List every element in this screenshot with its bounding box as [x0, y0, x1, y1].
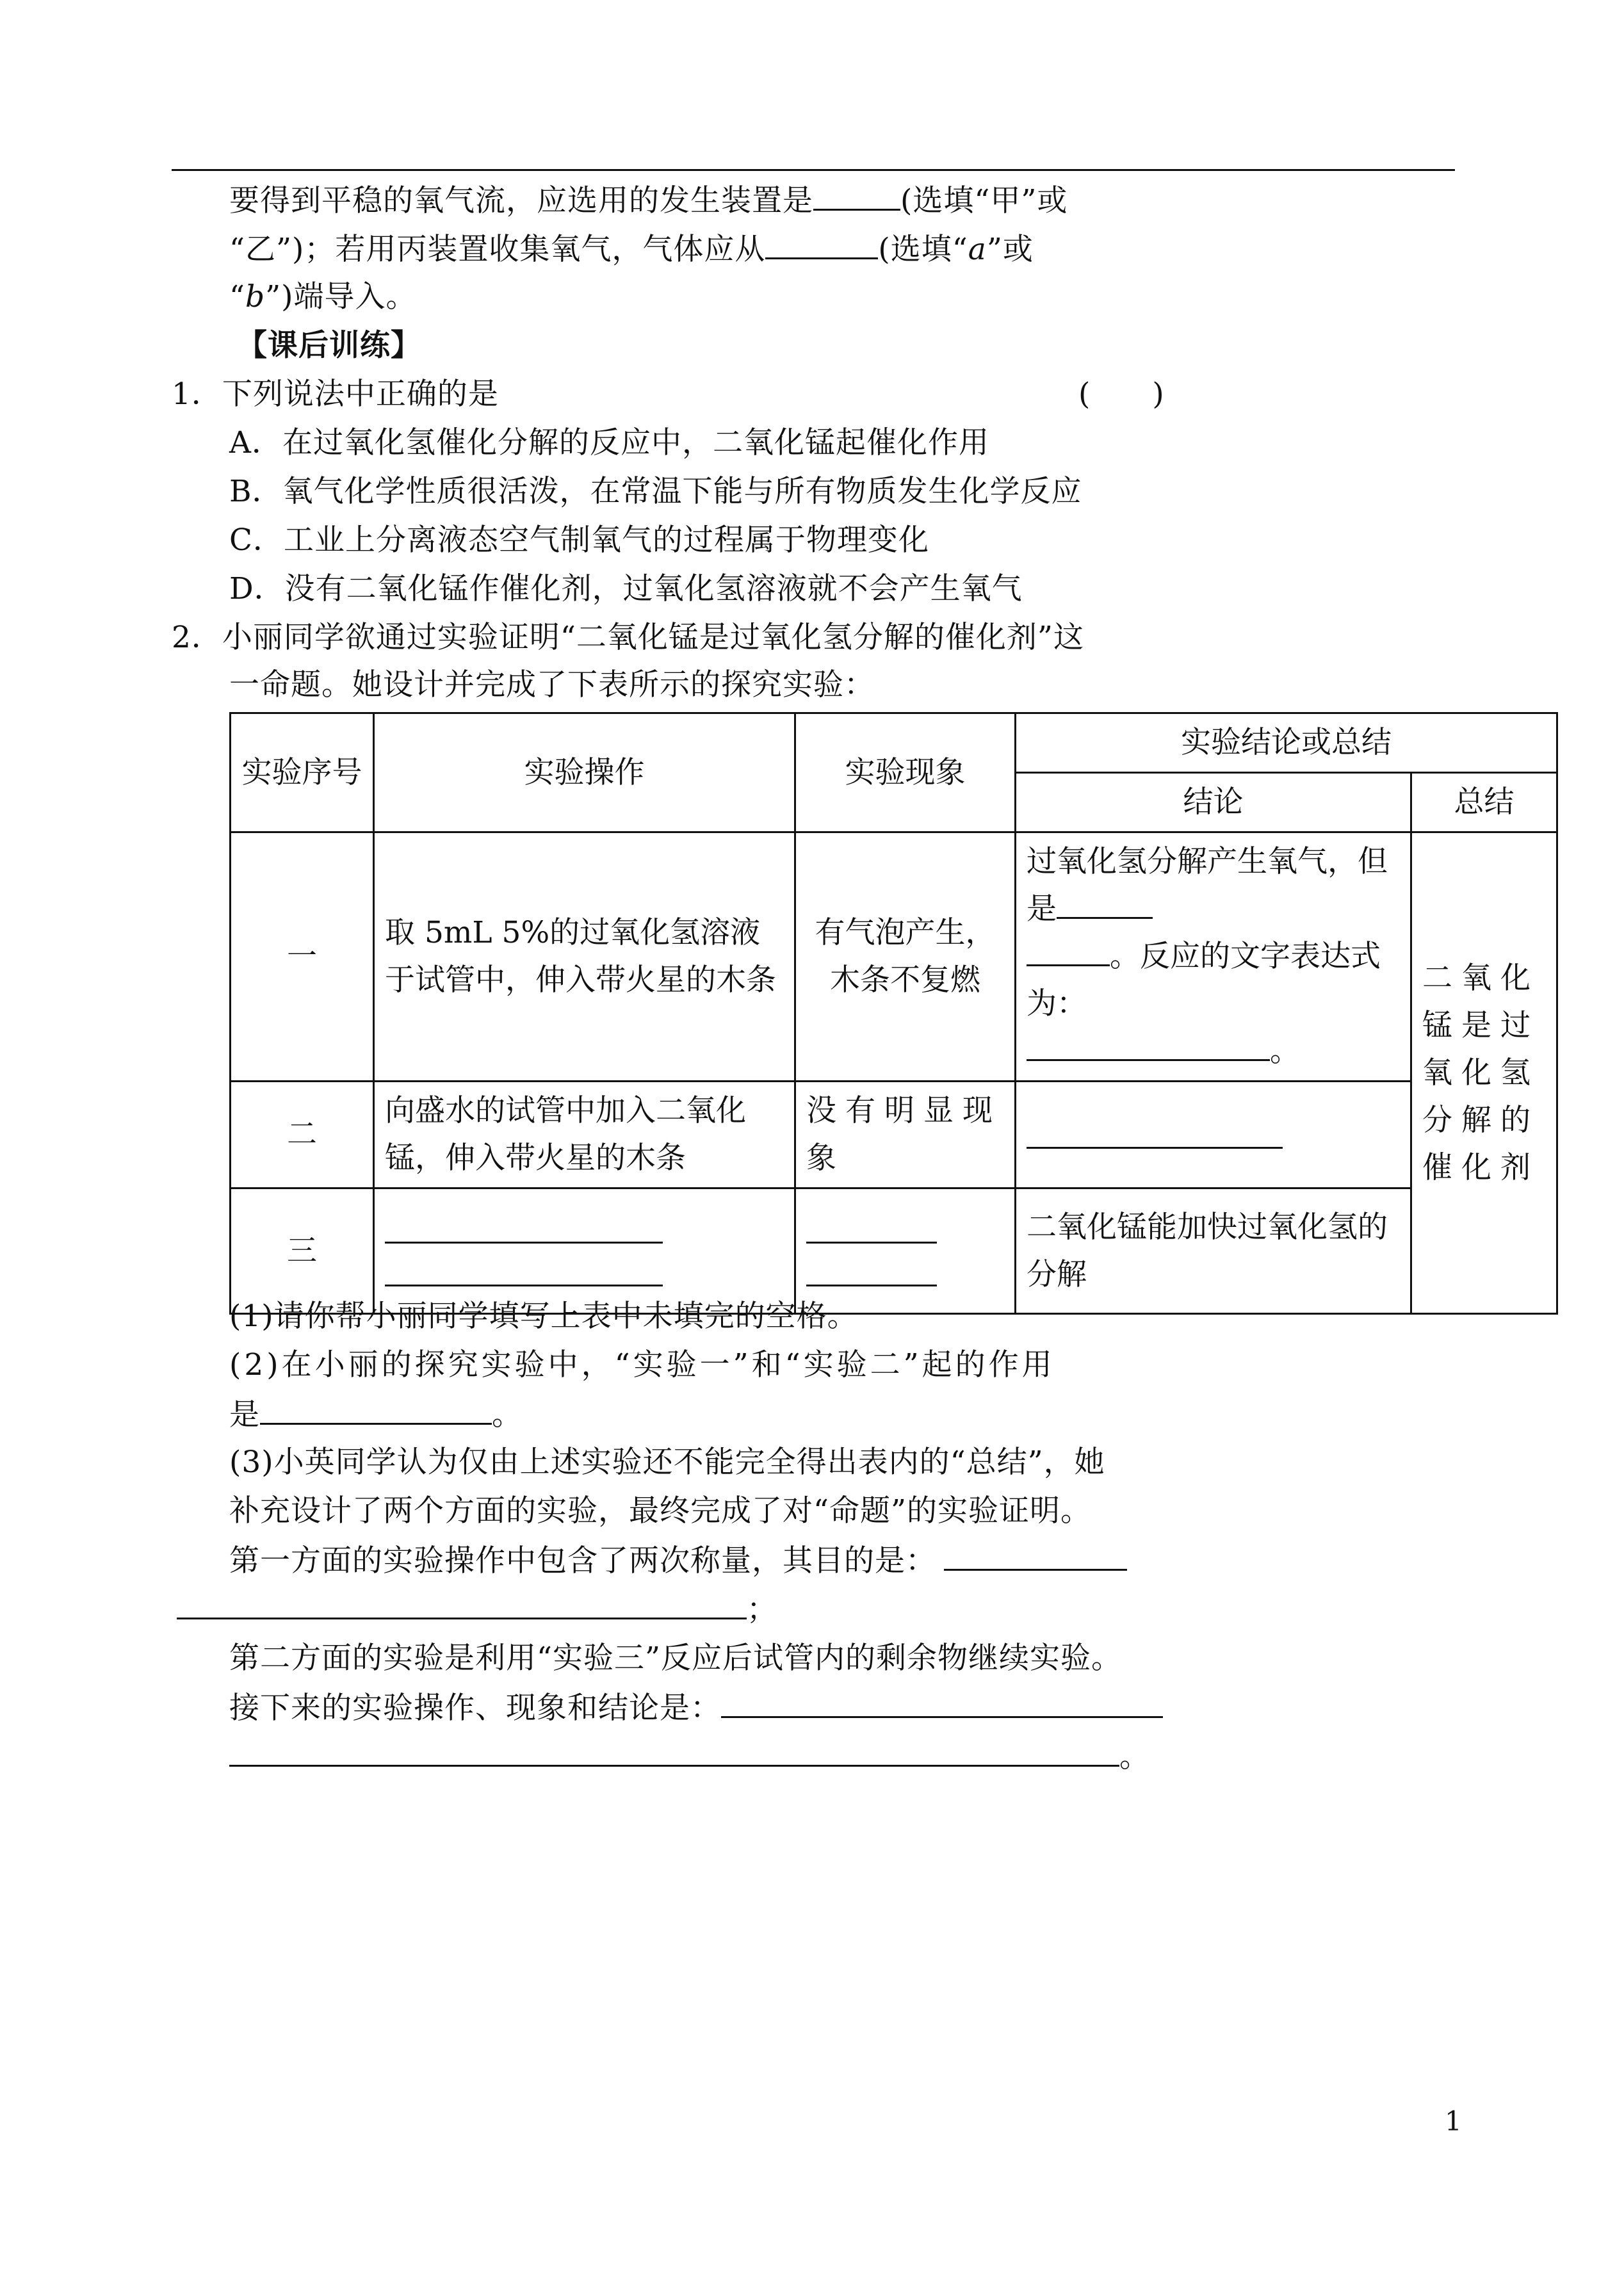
row1-conclusion-text: 。: [1270, 1034, 1300, 1069]
answer-blank[interactable]: [260, 1395, 492, 1425]
answer-blank[interactable]: [1027, 936, 1110, 966]
q1-answer-paren[interactable]: ( ): [1078, 377, 1165, 412]
q1-option-d: D．没有二氧化锰作催化剂，过氧化氢溶液就不会产生氧气: [229, 571, 1023, 606]
header-phenomenon: 实验现象: [795, 713, 1016, 832]
answer-blank[interactable]: [806, 1216, 937, 1244]
q2-sub3-text: 第一方面的实验操作中包含了两次称量，其目的是：: [229, 1543, 936, 1578]
q2-sub2-text: 是: [229, 1397, 260, 1432]
answer-blank[interactable]: [385, 1216, 663, 1244]
row3-seq: 三: [231, 1188, 374, 1314]
intro-text: ”或: [986, 232, 1034, 267]
intro-text: (选填“: [878, 232, 968, 267]
row2-operation: 向盛水的试管中加入二氧化锰，伸入带火星的木条: [374, 1082, 795, 1188]
q2-sub3-text: ；: [747, 1592, 777, 1627]
q2-sub3-line-7: [229, 1737, 1150, 1776]
header-operation: 实验操作: [374, 713, 795, 832]
row2-phenomenon: 没有明显现象: [795, 1082, 1016, 1188]
answer-blank[interactable]: [385, 1259, 663, 1286]
intro-text: ”)端导入。: [265, 279, 417, 314]
row1-seq: 一: [231, 832, 374, 1082]
intro-text: “乙”)；若用丙装置收集氧气，气体应从: [229, 232, 766, 267]
section-title: 【课后训练】: [237, 328, 421, 363]
q2-stem-line-1: 2．小丽同学欲通过实验证明“二氧化锰是过氧化氢分解的催化剂”这: [172, 620, 1084, 655]
intro-line-2: [229, 229, 1034, 269]
page-number: 1: [1445, 2105, 1462, 2137]
row1-conclusion: [1016, 832, 1411, 1082]
header-rule: [172, 169, 1455, 171]
q2-sub3-line-5: 第二方面的实验是利用“实验三”反应后试管内的剩余物继续实验。: [229, 1641, 1123, 1676]
q2-stem-line-2: 一命题。她设计并完成了下表所示的探究实验：: [229, 667, 875, 702]
answer-blank[interactable]: [944, 1541, 1127, 1571]
row3-conclusion: 二氧化锰能加快过氧化氢的分解: [1016, 1188, 1411, 1314]
q1-option-c: C．工业上分离液态空气制氧气的过程属于物理变化: [229, 523, 929, 558]
row2-seq: 二: [231, 1082, 374, 1188]
intro-line-3: [229, 278, 417, 316]
answer-blank[interactable]: [765, 229, 878, 259]
row3-phenomenon: [795, 1188, 1016, 1314]
row1-phenomenon: 有气泡产生，木条不复燃: [795, 832, 1016, 1082]
row3-operation: [374, 1188, 795, 1314]
answer-blank[interactable]: [1027, 1121, 1283, 1149]
q2-sub3-line-4: [177, 1589, 777, 1629]
answer-blank[interactable]: [177, 1589, 747, 1619]
answer-blank[interactable]: [1027, 1031, 1270, 1061]
q1-stem: 1．下列说法中正确的是: [172, 377, 499, 412]
intro-line-1: [229, 181, 1068, 220]
q2-sub2-line-2: [229, 1395, 523, 1434]
row1-operation: 取 5mL 5%的过氧化氢溶液于试管中，伸入带火星的木条: [374, 832, 795, 1082]
intro-text: 要得到平稳的氧气流，应选用的发生装置是: [229, 183, 813, 218]
header-conclusion: 结论: [1016, 773, 1411, 832]
experiment-table: [229, 712, 1558, 1315]
port-label: b: [245, 279, 266, 314]
q2-sub1: (1)请你帮小丽同学填写上表中未填完的空格。: [229, 1299, 858, 1334]
intro-text: (选填“甲”或: [900, 183, 1068, 218]
answer-blank[interactable]: [721, 1688, 1163, 1718]
row2-conclusion: [1016, 1082, 1411, 1188]
row1-conclusion-text: 过氧化氢分解产生氧气，但是: [1027, 844, 1388, 927]
answer-blank[interactable]: [1057, 889, 1153, 919]
q2-sub3-line-1: (3)小英同学认为仅由上述实验还不能完全得出表内的“总结”，她: [229, 1445, 1105, 1480]
intro-text: “: [229, 279, 246, 314]
header-summary: 总结: [1411, 773, 1557, 832]
answer-blank[interactable]: [229, 1737, 1119, 1767]
header-conclusion-summary: 实验结论或总结: [1016, 713, 1557, 773]
q2-sub2-text: 。: [492, 1397, 523, 1432]
q2-sub3-text: 。: [1119, 1739, 1150, 1774]
q2-sub3-line-3: [229, 1541, 1127, 1580]
answer-blank[interactable]: [813, 181, 900, 211]
q2-sub3-line-2: 补充设计了两个方面的实验，最终完成了对“命题”的实验证明。: [229, 1493, 1092, 1529]
row1-conclusion-text: 。反应的文字表达式为：: [1027, 939, 1381, 1021]
q2-sub3-text: 接下来的实验操作、现象和结论是：: [229, 1691, 721, 1726]
q2-sub3-line-6: [229, 1688, 1163, 1728]
q2-sub2-line-1: (2)在小丽的探究实验中，“实验一”和“实验二”起的作用: [229, 1347, 1055, 1383]
port-label: a: [968, 232, 987, 267]
q1-option-b: B．氧气化学性质很活泼，在常温下能与所有物质发生化学反应: [229, 474, 1082, 509]
summary-cell: 二氧化锰是过氧化氢分解的催化剂: [1411, 832, 1557, 1314]
q1-option-a: A．在过氧化氢催化分解的反应中，二氧化锰起催化作用: [229, 425, 989, 460]
header-seq: 实验序号: [231, 713, 374, 832]
answer-blank[interactable]: [806, 1259, 937, 1286]
